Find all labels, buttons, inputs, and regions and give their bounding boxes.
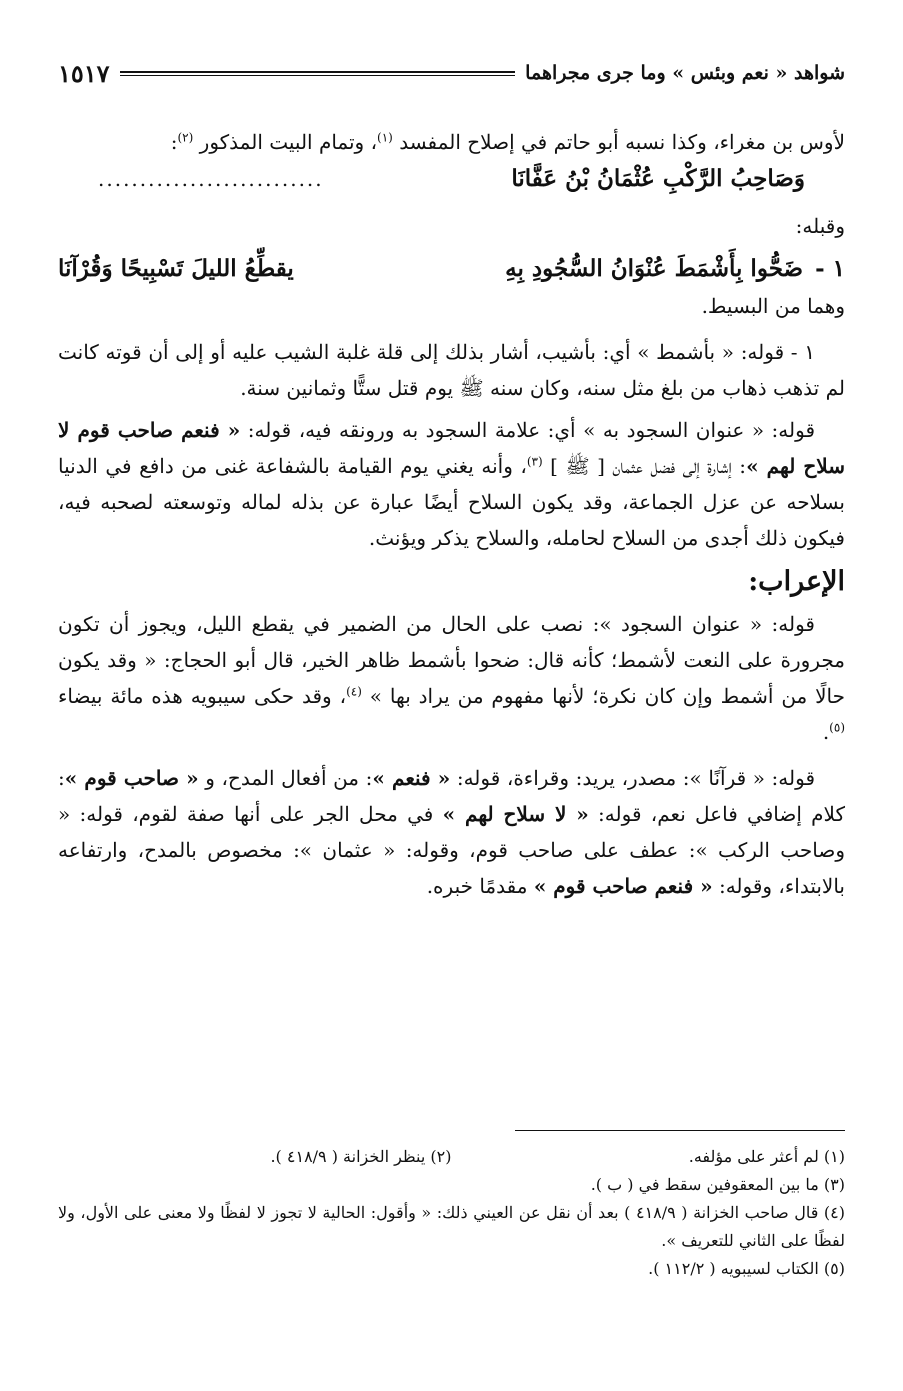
irab-2-text-b: : من أفعال المدح، و	[198, 766, 373, 790]
irab-2-bold-4: « فنعم صاحب قوم »	[533, 874, 713, 898]
commentary-2-text-a: قوله: « عنوان السجود به » أي: علامة السجود به ورونقه فيه، قوله:	[240, 418, 816, 442]
header-rule	[120, 71, 516, 76]
irab-1-text-a: قوله: « عنوان السجود »: نصب على الحال من الضمير في يقطع الليل، ويجوز أن تكون مجرورة على النعت لأشمط؛ كأنه قال: ضحوا بأشمط ظاهر الخير، قال أبو الحجاج: « وقد يكون حالًا من أشمط وإن كان نكرة؛ لأنها مفهوم من يراد بها »	[58, 612, 845, 708]
complete-verse	[58, 160, 845, 198]
verse-1-first-hemistich: ضَحُّوا بِأَشْمَطَ عُنْوَانُ السُّجُودِ بِهِ	[505, 255, 804, 282]
verse-second-hemistich: وَصَاحِبُ الرَّكْبِ عُثْمَانُ بْنُ عَفَّانَا	[511, 165, 805, 192]
footnote-ref-1: (١)	[377, 130, 393, 145]
irab-heading: الإعراب:	[748, 566, 845, 597]
running-header	[58, 56, 845, 90]
footnote-ref-4: (٤)	[346, 684, 362, 699]
meter-note: وهما من البسيط.	[701, 294, 845, 318]
intro-text-a: لأوس بن مغراء، وكذا نسبه أبو حاتم في إصلاح المفسد	[392, 130, 845, 154]
verse-1	[58, 250, 845, 288]
footnote-row-1	[58, 1143, 845, 1171]
footnote-2: (٢) ينظر الخزانة ( ٤١٨/٩ ).	[270, 1147, 452, 1166]
footnote-3: (٣) ما بين المعقوفين سقط في ( ب ).	[590, 1175, 845, 1194]
irab-1-text-b: ، وقد حكى سيبويه هذه مائة بيضاء	[58, 684, 347, 708]
irab-2-text-d: في محل الجر على أنها صفة لقوم، قوله: « وصاحب الركب »: عطف على صاحب قوم، وقوله: « عثمان »: مخصوص بالمدح، وارتفاعه بالابتداء، وقوله:	[58, 802, 845, 898]
irab-2-bold-2: « صاحب قوم »	[64, 766, 199, 790]
irab-2-text-c: : كلام إضافي فاعل نعم، قوله:	[58, 766, 846, 826]
footnote-separator	[515, 1130, 845, 1131]
verse-1-first	[505, 250, 845, 288]
footnote-1: (١) لم أعثر على مؤلفه.	[688, 1147, 845, 1166]
irab-1-text-c: .	[822, 720, 830, 744]
header-title: شواهد « نعم وبئس » وما جرى مجراهما	[525, 62, 845, 84]
commentary-paragraph-2	[58, 412, 845, 556]
footnote-ref-2: (٢)	[177, 130, 194, 145]
irab-2-text-e: مقدمًا خبره.	[426, 874, 534, 898]
intro-text-c: :	[170, 130, 178, 154]
main-text	[58, 124, 845, 904]
irab-2-bold-1: « فنعم »	[372, 766, 451, 790]
verse-ellipsis: ...........................	[98, 167, 324, 191]
verse-number: ١ -	[815, 255, 845, 282]
irab-paragraph-2	[58, 760, 845, 904]
verse-1-second-hemistich: يقطِّعُ الليلَ تَسْبِيحًا وَقُرْآنَا	[58, 255, 294, 282]
intro-text-b: ، وتمام البيت المذكور	[193, 130, 378, 154]
before-label: وقبله:	[795, 214, 845, 238]
footnotes	[58, 1143, 845, 1283]
footnote-4: (٤) قال صاحب الخزانة ( ٤١٨/٩ ) بعد أن نقل عن العيني ذلك: « وأقول: الحالية لا تجوز لا لفظًا ولا معنى على الأول، ولا لفظًا على الثاني للتعريف ».	[58, 1203, 846, 1250]
irab-2-text-a: قوله: « قرآنًا »: مصدر، يريد: وقراءة، قوله:	[450, 766, 816, 790]
irab-paragraph-1	[58, 606, 845, 750]
footnote-ref-5: (٥)	[829, 720, 845, 735]
commentary-2-text-b: : إشارة إلى فضل عثمان [ ﷺ ]	[542, 454, 747, 478]
intro-paragraph	[58, 124, 845, 160]
irab-2-bold-3: « لا سلاح لهم »	[442, 802, 589, 826]
commentary-2-quote: « فنعم صاحب قوم لا سلاح لهم »	[58, 418, 846, 478]
footnote-5: (٥) الكتاب لسيبويه ( ١١٢/٢ ).	[648, 1259, 845, 1278]
page-number: ١٥١٧	[58, 58, 110, 88]
commentary-2-text-c: ، وأنه يغني يوم القيامة بالشفاعة غنى من دافع في الدنيا بسلاحه عن عزل الجماعة، وقد يكون السلاح أيضًا عبارة عن بذله لماله وتوسعته لصحبه فيه، فيكون ذلك أجدى من السلاح لحامله، والسلاح يذكر ويؤنث.	[58, 454, 845, 550]
footnote-ref-3: (٣)	[526, 454, 543, 469]
commentary-paragraph-1: ١ - قوله: « بأشمط » أي: بأشيب، أشار بذلك إلى قلة غلبة الشيب عليه أو إلى أن قوته كانت لم تذهب ذهاب من بلغ مثل سنه، وكان سنه ﷺ يوم قتل ستًّا وثمانين سنة.	[58, 340, 845, 400]
